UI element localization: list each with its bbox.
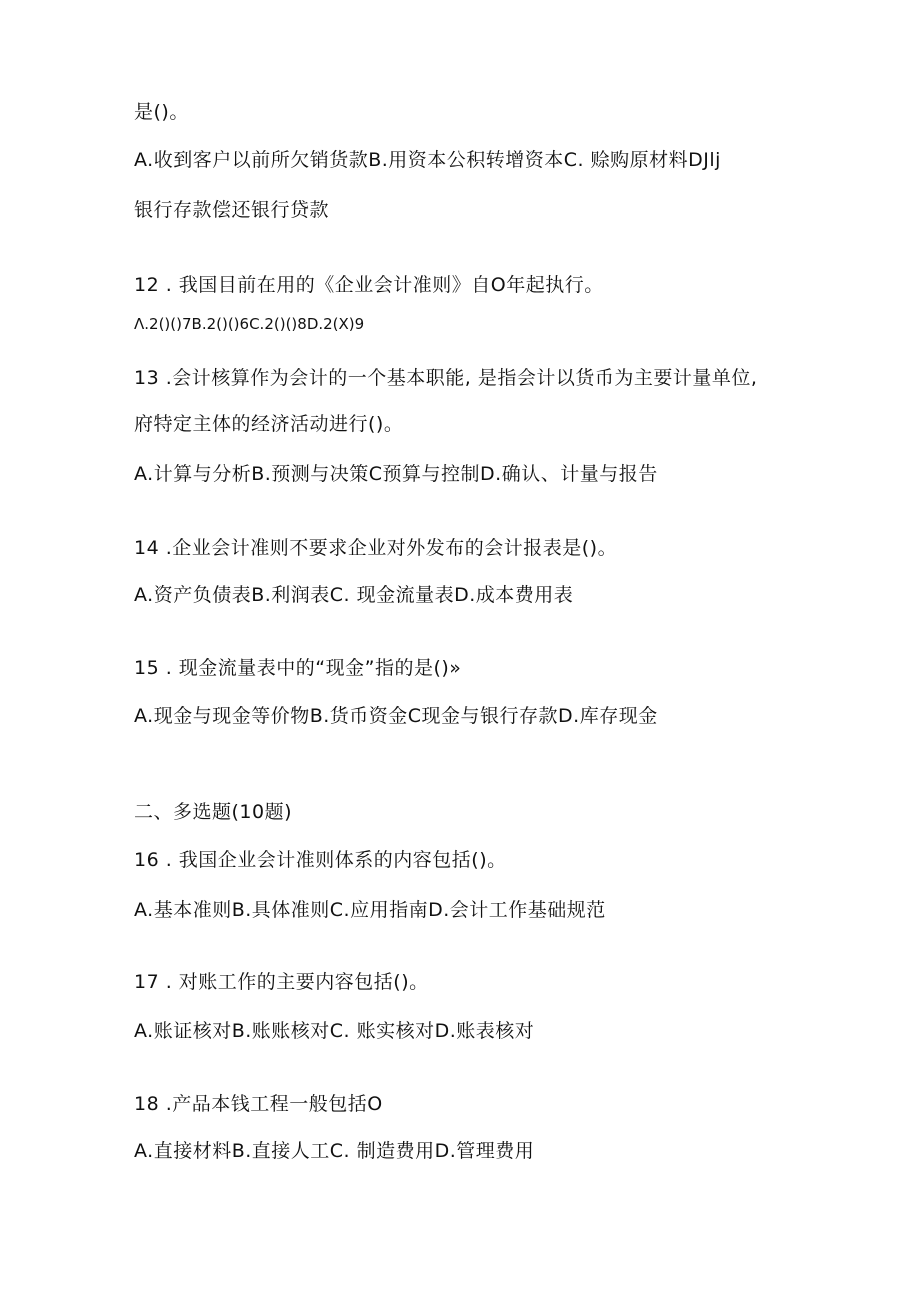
q14-options: A.资产负债表B.利润表C. 现金流量表D.成本费用表 xyxy=(134,584,574,606)
q11-options-cont: 银行存款偿还银行贷款 xyxy=(134,199,330,221)
q12-options: Λ.2()()7B.2()()6C.2()()8D.2(X)9 xyxy=(134,315,365,333)
section-heading-multi: 二、多选题(10题) xyxy=(134,801,293,823)
q17-stem: 17 . 对账工作的主要内容包括()。 xyxy=(134,971,429,993)
q17-options: A.账证核对B.账账核对C. 账实核对D.账表核对 xyxy=(134,1020,535,1042)
q11-options: A.收到客户以前所欠销货款B.用资本公积转增资本C. 赊购原材料DJlj xyxy=(134,149,721,171)
q13-options: A.计算与分析B.预测与决策C预算与控制D.确认、计量与报告 xyxy=(134,463,658,485)
q15-stem: 15 . 现金流量表中的“现金”指的是()» xyxy=(134,657,462,679)
q13-stem-cont: 府特定主体的经济活动进行()。 xyxy=(134,413,404,435)
q16-options: A.基本准则B.具体准则C.应用指南D.会计工作基础规范 xyxy=(134,899,606,921)
q15-options: A.现金与现金等价物B.货币资金C现金与银行存款D.库存现金 xyxy=(134,705,658,727)
q14-stem: 14 .企业会计准则不要求企业对外发布的会计报表是()。 xyxy=(134,537,618,559)
q13-stem: 13 .会计核算作为会计的一个基本职能, 是指会计以货币为主要计量单位, xyxy=(134,367,758,389)
q12-stem: 12 . 我国目前在用的《企业会计准则》自O年起执行。 xyxy=(134,274,604,296)
q11-stem-end: 是()。 xyxy=(134,101,189,123)
q16-stem: 16 . 我国企业会计准则体系的内容包括()。 xyxy=(134,849,507,871)
q18-options: A.直接材料B.直接人工C. 制造费用D.管理费用 xyxy=(134,1140,535,1162)
q18-stem: 18 .产品本钱工程一般包括O xyxy=(134,1093,383,1115)
